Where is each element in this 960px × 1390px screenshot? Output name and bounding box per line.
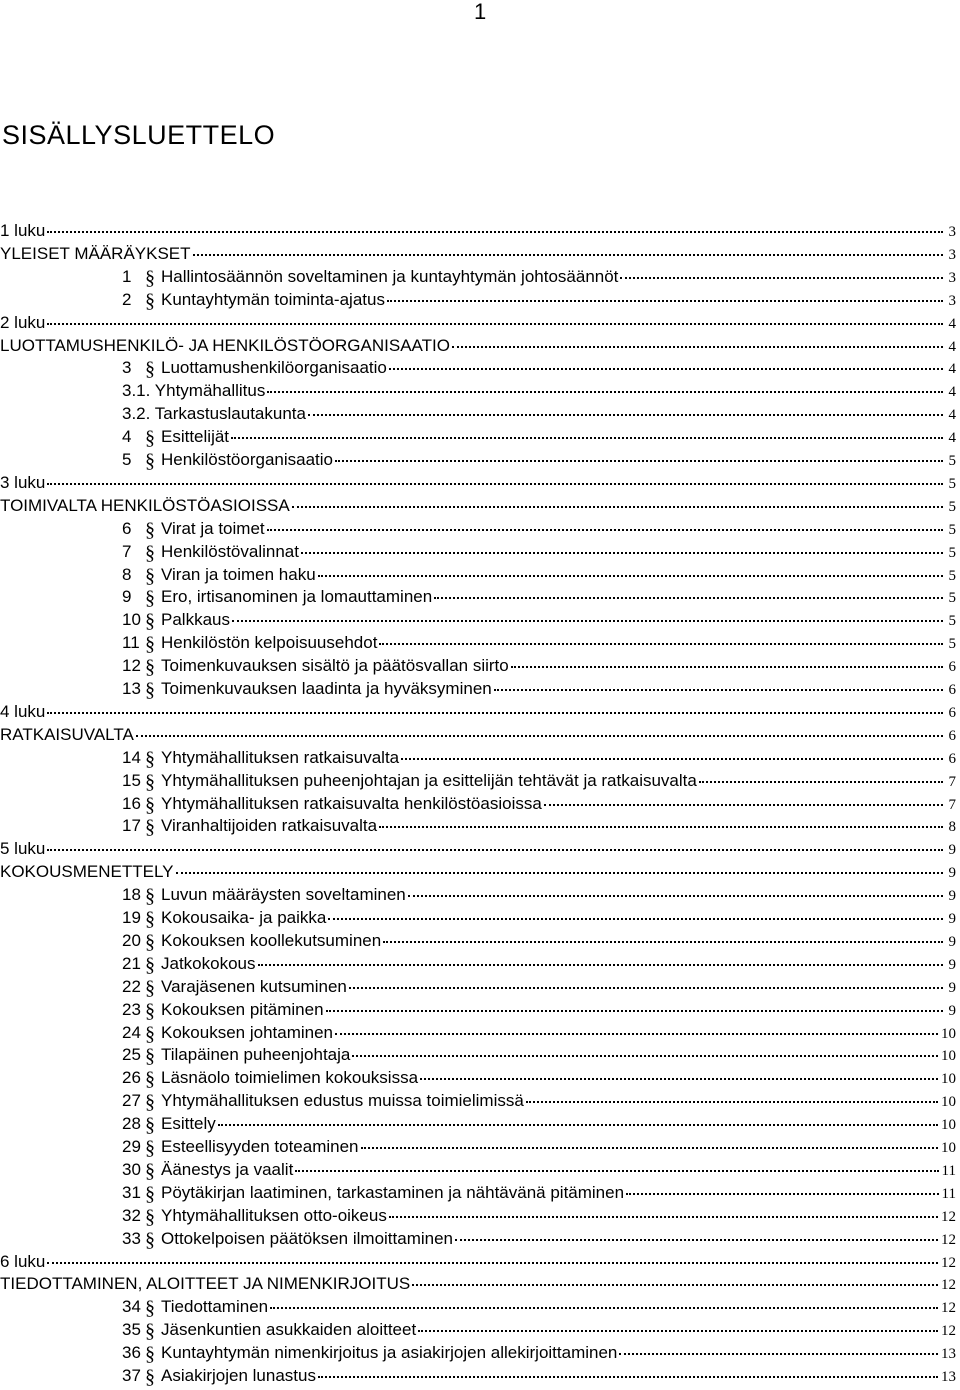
dot-leader [218,1123,938,1126]
dot-leader [301,551,943,554]
toc-page-number: 12 [941,1277,956,1293]
toc-page-number: 4 [948,430,956,446]
toc-entry[interactable] [0,494,956,517]
toc-page-number: 10 [941,1140,956,1156]
dot-leader [452,345,943,348]
toc-entry-label: LUOTTAMUSHENKILÖ- JA HENKILÖSTÖORGANISAATIO [0,336,450,355]
section-number: 13 [122,679,141,698]
section-symbol: § [145,1320,155,1342]
toc-page-number: 12 [941,1300,956,1316]
toc-page-number: 4 [948,339,956,355]
toc-page-number: 5 [948,453,956,469]
section-number: 35 [122,1320,141,1339]
toc-entry[interactable] [122,288,956,311]
toc-entry[interactable] [122,1066,956,1089]
toc-page-number: 7 [948,797,956,813]
section-number: 24 [122,1023,141,1042]
toc-entry-label: TOIMIVALTA HENKILÖSTÖASIOISSA [0,496,290,515]
toc-page-number: 10 [941,1117,956,1133]
dot-leader [47,848,943,851]
section-number: 33 [122,1229,141,1248]
dot-leader [47,230,943,233]
section-number: 23 [122,1000,141,1019]
dot-leader [389,367,943,370]
dot-leader [434,596,943,599]
section-symbol: § [145,885,155,907]
toc-entry[interactable] [0,219,956,242]
toc-page-number: 13 [941,1369,956,1385]
toc-page-number: 4 [948,384,956,400]
toc-entry-label: Ottokelpoisen päätöksen ilmoittaminen [161,1229,453,1248]
toc-page-number: 12 [941,1323,956,1339]
section-number: 21 [122,954,141,973]
dot-leader [267,390,943,393]
toc-page-number: 5 [948,499,956,515]
toc-page-number: 6 [948,728,956,744]
dot-leader [626,1192,939,1195]
toc-entry-label: Asiakirjojen lunastus [161,1366,316,1385]
dot-leader [620,276,943,279]
toc-page-number: 4 [948,316,956,332]
toc-entry[interactable] [122,746,956,769]
dot-leader [699,780,943,783]
dot-leader [258,963,944,966]
section-symbol: § [145,519,155,541]
dot-leader [270,1306,938,1309]
toc-page-number: 5 [948,522,956,538]
section-symbol: § [145,656,155,678]
dot-leader [318,1375,938,1378]
section-symbol: § [145,908,155,930]
toc-page-number: 7 [948,774,956,790]
toc-entry[interactable] [122,975,956,998]
dot-leader [136,734,943,737]
dot-leader [328,917,943,920]
toc-entry[interactable] [122,356,956,379]
dot-leader [335,459,943,462]
dot-leader [412,1283,938,1286]
toc-entry-label: Luottamushenkilöorganisaatio [161,358,387,377]
toc-entry-label: Esteellisyyden toteaminen [161,1137,359,1156]
dot-leader [47,322,943,325]
section-number: 11 [122,633,140,652]
section-symbol: § [145,954,155,976]
toc-page-number: 12 [941,1209,956,1225]
toc-page-number: 9 [948,957,956,973]
toc-page-number: 9 [948,934,956,950]
section-symbol: § [145,1091,155,1113]
section-symbol: § [145,565,155,587]
toc-entry[interactable] [0,311,956,334]
toc-entry-label: 3.1. Yhtymähallitus [122,381,266,400]
section-number: 28 [122,1114,141,1133]
section-number: 8 [122,565,132,584]
section-number: 14 [122,748,141,767]
section-number: 10 [122,610,141,629]
section-symbol: § [145,1160,155,1182]
dot-leader [231,436,943,439]
dot-leader [176,871,944,874]
toc-entry[interactable] [122,654,956,677]
toc-entry[interactable] [122,769,956,792]
section-number: 1 [122,267,132,286]
section-number: 25 [122,1045,141,1064]
toc-page-number: 3 [948,224,956,240]
section-number: 15 [122,771,141,790]
dot-leader [494,688,943,691]
toc-entry-label: Yhtymähallituksen puheenjohtajan ja esittelijän tehtävät ja ratkaisuvalta [161,771,697,790]
section-number: 22 [122,977,141,996]
section-symbol: § [145,587,155,609]
toc-entry[interactable] [122,1295,956,1318]
toc-entry[interactable] [122,265,956,288]
section-symbol: § [145,1206,155,1228]
section-symbol: § [145,679,155,701]
section-symbol: § [145,1000,155,1022]
section-number: 31 [122,1183,141,1202]
page-number: 1 [474,0,487,24]
toc-entry[interactable] [122,1043,956,1066]
toc-entry[interactable] [122,402,956,425]
toc-entry[interactable] [122,563,956,586]
dot-leader [619,1352,938,1355]
section-symbol: § [145,931,155,953]
toc-page-number: 10 [941,1026,956,1042]
section-symbol: § [145,1068,155,1090]
dot-leader [401,757,943,760]
toc-entry-label: Palkkaus [161,610,230,629]
toc-entry-label: Äänestys ja vaalit [161,1160,294,1179]
toc-entry-label: Toimenkuvauksen laadinta ja hyväksyminen [161,679,492,698]
section-symbol: § [145,610,155,632]
toc-page-number: 6 [948,705,956,721]
toc-entry[interactable] [0,837,956,860]
toc-entry-label: Yhtymähallituksen otto-oikeus [161,1206,387,1225]
dot-leader [387,299,943,302]
section-number: 17 [122,816,141,835]
dot-leader [47,482,943,485]
toc-page-number: 12 [941,1255,956,1271]
section-number: 36 [122,1343,141,1362]
section-symbol: § [145,542,155,564]
dot-leader [193,253,943,256]
toc-entry[interactable] [122,677,956,700]
toc-page-number: 5 [948,590,956,606]
toc-entry[interactable] [122,540,956,563]
toc-page-number: 6 [948,682,956,698]
toc-entry[interactable] [122,1112,956,1135]
toc-entry-label: Kokousaika- ja paikka [161,908,327,927]
toc-page-number: 5 [948,568,956,584]
toc-page-number: 10 [941,1094,956,1110]
toc-entry[interactable] [122,1318,956,1341]
dot-leader [47,1261,938,1264]
toc-entry[interactable] [122,929,956,952]
toc-entry-label: Viran ja toimen haku [161,565,316,584]
toc-entry-label: 2 luku [0,313,46,332]
toc-page-number: 4 [948,361,956,377]
toc-entry[interactable] [122,585,956,608]
toc-page-number: 11 [941,1163,956,1179]
toc-page-number: 6 [948,751,956,767]
section-symbol: § [145,1297,155,1319]
toc-page-number: 9 [948,1003,956,1019]
toc-entry-label: Jäsenkuntien asukkaiden aloitteet [161,1320,417,1339]
toc-entry[interactable] [122,1227,956,1250]
toc-page-number: 13 [941,1346,956,1362]
toc-entry[interactable] [0,242,956,265]
toc-entry-label: 3.2. Tarkastuslautakunta [122,404,306,423]
dot-leader [295,1169,938,1172]
toc-entry-label: Läsnäolo toimielimen kokouksissa [161,1068,419,1087]
toc-entry-label: Kokouksen koollekutsuminen [161,931,382,950]
section-number: 32 [122,1206,141,1225]
dot-leader [335,1032,938,1035]
toc-entry-label: Pöytäkirjan laatiminen, tarkastaminen ja nähtävänä pitäminen [161,1183,625,1202]
section-symbol: § [145,1183,155,1205]
toc-entry[interactable] [122,1204,956,1227]
section-number: 18 [122,885,141,904]
toc-entry[interactable] [122,906,956,929]
section-number: 29 [122,1137,141,1156]
toc-entry[interactable] [0,334,956,357]
dot-leader [318,574,943,577]
section-symbol: § [145,794,155,816]
toc-entry[interactable] [122,1158,956,1181]
toc-page-number: 11 [941,1186,956,1202]
dot-leader [526,1100,938,1103]
dot-leader [292,505,943,508]
toc-page-number: 5 [948,545,956,561]
section-number: 27 [122,1091,141,1110]
section-number: 30 [122,1160,141,1179]
toc-entry-label: Varajäsenen kutsuminen [161,977,347,996]
toc-page-number: 3 [948,293,956,309]
toc-entry-label: 5 luku [0,839,46,858]
toc-entry[interactable] [122,608,956,631]
section-symbol: § [145,816,155,838]
dot-leader [389,1215,938,1218]
toc-entry[interactable] [122,1341,956,1364]
section-number: 3 [122,358,132,377]
dot-leader [420,1077,938,1080]
toc-entry[interactable] [0,723,956,746]
toc-entry-label: Kuntayhtymän toiminta-ajatus [161,290,385,309]
toc-page-number: 3 [948,270,956,286]
dot-leader [349,986,943,989]
section-number: 2 [122,290,132,309]
toc-entry-label: Henkilöstövalinnat [161,542,299,561]
section-symbol: § [145,748,155,770]
toc-entry-label: 1 luku [0,221,46,240]
section-number: 20 [122,931,141,950]
toc-entry-label: TIEDOTTAMINEN, ALOITTEET JA NIMENKIRJOITUS [0,1274,411,1293]
toc-entry-label: Henkilöstöorganisaatio [161,450,333,469]
toc-page-number: 8 [948,819,956,835]
toc-entry[interactable] [122,952,956,975]
toc-page-number: 10 [941,1071,956,1087]
toc-page-number: 9 [948,980,956,996]
toc-page-number: 4 [948,407,956,423]
toc-entry[interactable] [122,631,956,654]
toc-entry-label: YLEISET MÄÄRÄYKSET [0,244,191,263]
section-symbol: § [145,358,155,380]
section-symbol: § [145,290,155,312]
section-symbol: § [145,633,155,655]
section-number: 37 [122,1366,141,1385]
toc-entry[interactable] [122,998,956,1021]
toc-entry[interactable] [122,448,956,471]
section-number: 4 [122,427,132,446]
toc-entry-label: Henkilöstön kelpoisuusehdot [161,633,378,652]
section-symbol: § [145,1229,155,1251]
section-number: 16 [122,794,141,813]
dot-leader [308,413,943,416]
section-symbol: § [145,1366,155,1388]
toc-entry-label: Esittelijät [161,427,230,446]
section-symbol: § [145,1137,155,1159]
dot-leader [361,1146,938,1149]
toc-entry-label: Kokouksen pitäminen [161,1000,324,1019]
toc-page-number: 9 [948,865,956,881]
toc-entry-label: 3 luku [0,473,46,492]
dot-leader [326,1009,943,1012]
toc-entry-label: 6 luku [0,1252,46,1271]
section-symbol: § [145,1343,155,1365]
dot-leader [383,940,943,943]
section-symbol: § [145,267,155,289]
section-symbol: § [145,771,155,793]
section-symbol: § [145,427,155,449]
toc-page-number: 6 [948,659,956,675]
toc-entry[interactable] [122,1021,956,1044]
dot-leader [544,803,943,806]
dot-leader [352,1054,938,1057]
toc-entry[interactable] [122,883,956,906]
toc-entry[interactable] [122,1364,956,1387]
dot-leader [379,825,943,828]
toc-entry[interactable] [122,379,956,402]
toc-entry-label: Ero, irtisanominen ja lomauttaminen [161,587,433,606]
section-symbol: § [145,977,155,999]
toc-entry-label: Kuntayhtymän nimenkirjoitus ja asiakirjojen allekirjoittaminen [161,1343,618,1362]
section-symbol: § [145,450,155,472]
toc-entry[interactable] [122,792,956,815]
dot-leader [418,1329,938,1332]
toc-entry[interactable] [0,700,956,723]
toc-entry[interactable] [122,1135,956,1158]
toc-entry[interactable] [122,517,956,540]
toc-page-number: 9 [948,911,956,927]
toc-page-number: 3 [948,247,956,263]
section-number: 19 [122,908,141,927]
section-number: 7 [122,542,132,561]
toc-entry-label: Hallintosäännön soveltaminen ja kuntayhtymän johtosäännöt [161,267,619,286]
toc-page-number: 9 [948,842,956,858]
toc-entry-label: 4 luku [0,702,46,721]
dot-leader [267,528,943,531]
section-symbol: § [145,1045,155,1067]
toc-entry[interactable] [0,860,956,883]
section-number: 9 [122,587,132,606]
dot-leader [455,1238,938,1241]
page-title: SISÄLLYSLUETTELO [2,120,276,150]
toc-entry-label: Tilapäinen puheenjohtaja [161,1045,351,1064]
toc-entry-label: KOKOUSMENETTELY [0,862,174,881]
toc-entry-label: Toimenkuvauksen sisältö ja päätösvallan siirto [161,656,509,675]
toc-entry-label: Esittely [161,1114,216,1133]
dot-leader [408,894,943,897]
section-symbol: § [145,1023,155,1045]
toc-entry-label: Yhtymähallituksen ratkaisuvalta henkilöstöasioissa [161,794,542,813]
toc-entry-label: Luvun määräysten soveltaminen [161,885,406,904]
section-number: 12 [122,656,141,675]
section-number: 6 [122,519,132,538]
section-symbol: § [145,1114,155,1136]
dot-leader [232,619,943,622]
toc-page-number: 12 [941,1232,956,1248]
toc-entry[interactable] [0,471,956,494]
toc-entry-label: Yhtymähallituksen ratkaisuvalta [161,748,400,767]
dot-leader [511,665,943,668]
toc-entry[interactable] [122,1089,956,1112]
dot-leader [379,642,943,645]
toc-page-number: 10 [941,1048,956,1064]
toc-entry[interactable] [122,425,956,448]
toc-entry[interactable] [0,1250,956,1273]
toc-entry[interactable] [122,1181,956,1204]
toc-entry-label: Kokouksen johtaminen [161,1023,334,1042]
toc-page-number: 5 [948,613,956,629]
toc-entry-label: RATKAISUVALTA [0,725,134,744]
toc-entry-label: Tiedottaminen [161,1297,269,1316]
toc-page-number: 9 [948,888,956,904]
toc-entry-label: Jatkokokous [161,954,256,973]
toc-entry[interactable] [0,1272,956,1295]
toc-page-number: 5 [948,476,956,492]
dot-leader [47,711,943,714]
toc-page-number: 5 [948,636,956,652]
toc-entry-label: Virat ja toimet [161,519,265,538]
section-number: 5 [122,450,132,469]
toc-entry-label: Yhtymähallituksen edustus muissa toimielimissä [161,1091,524,1110]
section-number: 26 [122,1068,141,1087]
toc-entry[interactable] [122,814,956,837]
toc-entry-label: Viranhaltijoiden ratkaisuvalta [161,816,378,835]
section-number: 34 [122,1297,141,1316]
